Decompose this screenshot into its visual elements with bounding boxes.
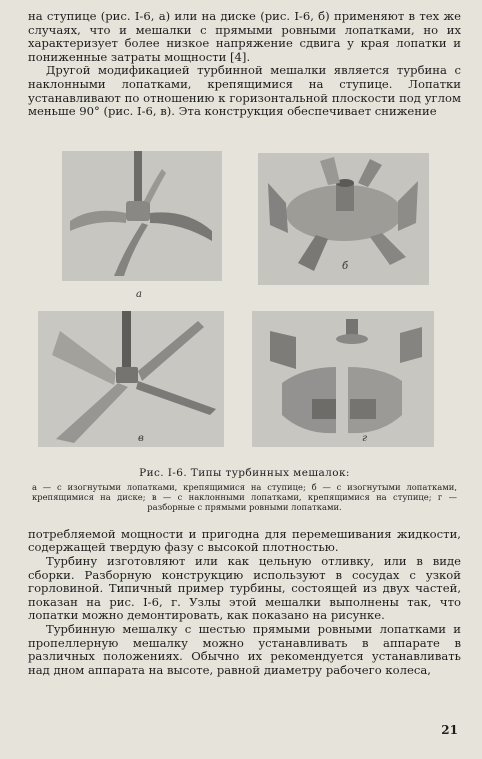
paragraph: Другой модификацией турбинной мешалки является турбина с наклонными лопатками, крепящимися на ступице. Лопатки устанавливают по отношению к горизонтальной плоскости под углом меньше 90° (рис. I-6, в). Эта конструкция обеспечивает снижение: [28, 63, 461, 119]
assembled-turbine-image: [252, 311, 434, 447]
label-b: б: [342, 260, 349, 272]
paragraph: на ступице (рис. I-6, а) или на диске (рис. I-6, б) применяют в тех же случаях, что и мешалки с прямыми ровными лопатками, но их характеризует более низкое напряжение сдвига у края лопатки и пониженные затраты мощности [4].: [28, 9, 461, 64]
page-number: 21: [441, 723, 458, 737]
curved-blade-turbine-image: [62, 151, 222, 281]
label-v: в: [138, 432, 144, 444]
photo-curved-blades-hub: [62, 151, 222, 281]
paragraph: потребляемой мощности и пригодна для перемешивания жидкости, содержащей твердую фазу с высокой плотностью.: [28, 526, 461, 555]
inclined-blade-turbine-image: [38, 311, 224, 447]
caption-title: Рис. I-6. Типы турбинных мешалок:: [139, 466, 350, 479]
figure-caption: [28, 467, 461, 512]
text-block-top: [28, 10, 461, 119]
text-block-bottom: [28, 528, 461, 678]
photo-inclined-blades-hub: [38, 311, 224, 447]
label-g: г: [362, 432, 368, 444]
label-a: а: [136, 288, 142, 300]
paragraph: Турбинную мешалку с шестью прямыми ровными лопатками и пропеллерную мешалку можно устанавливать в аппарате в различных положениях. Обычно их рекомендуется устанавливать над дном аппарата на высоте, равной диаметру рабочего колеса,: [28, 621, 461, 677]
figure-i-6: [28, 151, 461, 459]
photo-assembled-straight-blades: [252, 311, 434, 447]
caption-text: а — с изогнутыми лопатками, крепящимися на ступице; б — с изогнутыми лопатками, крепящимися на диске; в — с наклонными лопатками, крепящимися на ступице; г — разборные с прямыми ровными лопатками.: [32, 481, 457, 512]
paragraph: Турбину изготовляют или как цельную отливку, или в виде сборки. Разборную конструкцию используют в сосудах с узкой горловиной. Типичный пример турбины, состоящей из двух частей, показан на рис. I-6, г. Узлы этой мешалки выполнены так, что лопатки можно демонтировать, как показано на рисунке.: [28, 553, 461, 623]
